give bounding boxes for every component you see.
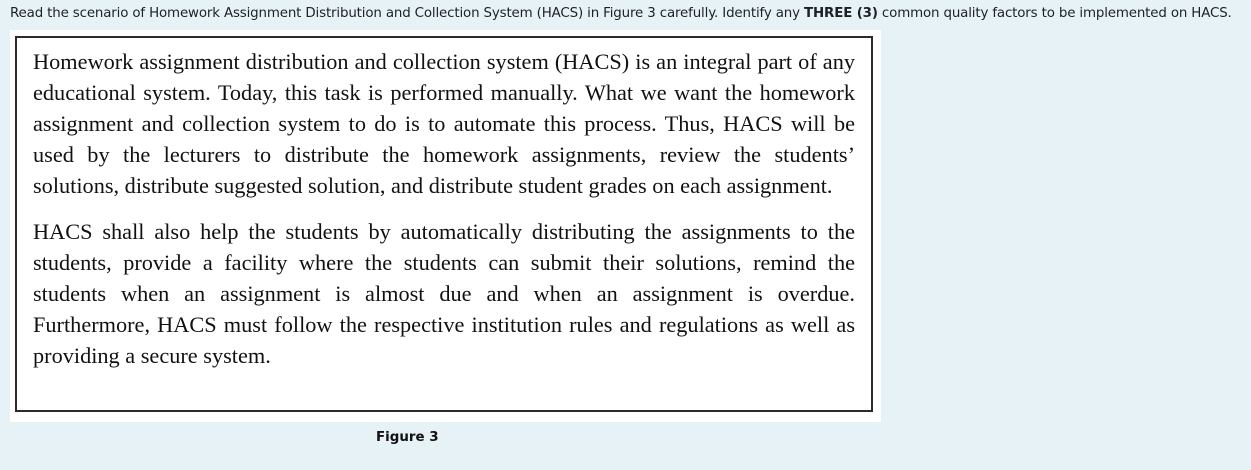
question-text: [10, 4, 1245, 23]
scenario-paragraph-1: Homework assignment distribution and collection system (HACS) is an integral part of any educational system. Today, this task is performed manually. What we want the homework assignment and collection system to do is to automate this process. Thus, HACS will be used by the lecturers to distribute the homework assignments, review the students’ solutions, distribute suggested solution, and distribute student grades on each assignment.: [33, 49, 855, 198]
scenario-box: [15, 36, 873, 412]
question-prefix: Read the scenario of Homework Assignment Distribution and Collection System (HACS) in Figure 3 carefully. Identify any: [10, 6, 804, 21]
question-suffix: common quality factors to be implemented on HACS.: [877, 6, 1232, 21]
question-emphasis: THREE (3): [804, 6, 878, 21]
figure-image: [10, 30, 881, 422]
scenario-paragraph-2: HACS shall also help the students by automatically distributing the assignments to the students, provide a facility where the students can submit their solutions, remind the students when an assignment is almost due and when an assignment is overdue. Furthermore, HACS must follow the respective institution rules and regulations as well as providing a secure system.: [33, 219, 855, 368]
figure-caption: Figure 3: [376, 430, 439, 445]
